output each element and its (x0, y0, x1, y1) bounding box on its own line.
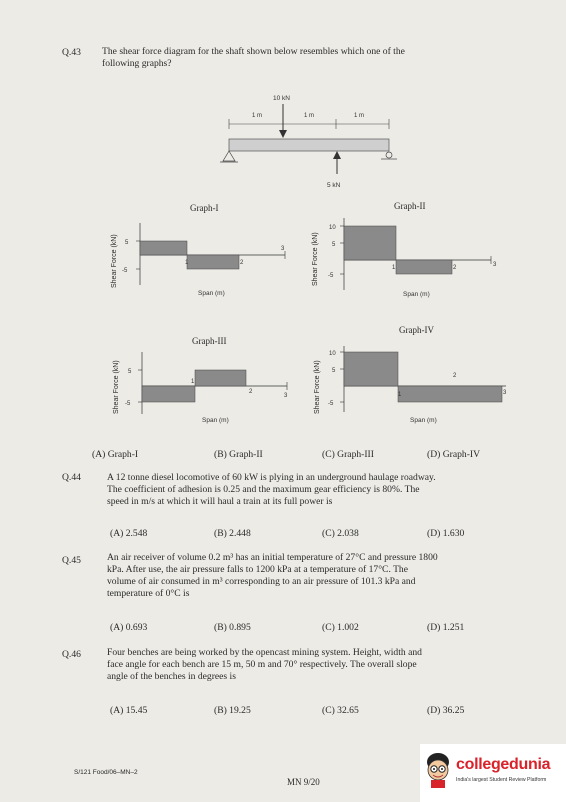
graph-4-plot (326, 342, 516, 432)
load-bottom-label: 5 kN (327, 182, 341, 189)
option-b[interactable]: (B) 0.895 (214, 622, 251, 633)
graph-3-plot (122, 348, 307, 428)
arrowhead (333, 151, 341, 159)
beam (229, 139, 389, 151)
graph-title: Graph-II (394, 201, 426, 211)
y-axis-label: Shear Force (kN) (111, 234, 118, 288)
y-tick-label: 5 (125, 240, 129, 246)
option-d[interactable]: (D) Graph-IV (427, 449, 481, 460)
question-text-line: kPa. After use, the air pressure falls to 1200 kPa at a temperature of 17°C. The (107, 564, 408, 575)
x-tick-label: 3 (281, 246, 285, 252)
x-axis-label: Span (m) (410, 417, 437, 424)
x-tick-label: 1 (185, 260, 189, 266)
x-tick-label: 2 (249, 389, 253, 395)
shear-bar-positive (344, 226, 396, 260)
option-a[interactable]: (A) 0.693 (110, 622, 148, 633)
shear-bar-positive (344, 352, 398, 386)
option-b[interactable]: (B) Graph-II (214, 449, 263, 460)
question-text-line: Four benches are being worked by the opencast mining system. Height, width and (107, 647, 422, 658)
x-tick-label: 2 (453, 373, 457, 379)
question-text-line: An air receiver of volume 0.2 m³ has an initial temperature of 27°C and pressure 1800 (107, 552, 438, 563)
shear-bar-positive (195, 370, 246, 386)
option-c[interactable]: (C) 1.002 (322, 622, 359, 633)
option-c[interactable]: (C) 32.65 (322, 705, 359, 716)
shear-bar-positive (140, 241, 187, 255)
roller-support (386, 152, 392, 158)
question-text-line: speed in m/s at which it will haul a train at its full power is (107, 496, 333, 507)
pin-support (223, 151, 235, 161)
x-tick-label: 2 (453, 265, 457, 271)
x-tick-label: 1 (392, 265, 396, 271)
question-number: Q.44 (62, 472, 81, 483)
logo-wordmark: collegedunia (456, 756, 551, 773)
logo-tagline: India's largest Student Review Platform (456, 777, 547, 783)
x-axis-label: Span (m) (202, 417, 229, 424)
x-tick-label: 3 (284, 393, 288, 399)
graph-title: Graph-I (190, 203, 219, 213)
shear-bar-negative (187, 255, 239, 269)
option-d[interactable]: (D) 1.630 (427, 528, 465, 539)
option-d[interactable]: (D) 36.25 (427, 705, 465, 716)
graph-2-plot (326, 212, 516, 302)
y-tick-label: -5 (125, 401, 131, 407)
x-tick-label: 1 (398, 392, 402, 398)
question-number: Q.43 (62, 47, 81, 58)
load-top-label: 10 kN (273, 95, 290, 102)
x-tick-label: 3 (493, 262, 497, 268)
question-text-line: volume of air consumed in m³ corresponding to an air pressure of 101.3 kPa and (107, 576, 416, 587)
y-tick-label: 5 (332, 368, 336, 374)
x-axis-label: Span (m) (198, 290, 225, 297)
y-axis-label: Shear Force (kN) (312, 232, 319, 286)
option-d[interactable]: (D) 1.251 (427, 622, 465, 633)
question-text-line: angle of the benches in degrees is (107, 671, 236, 682)
option-c[interactable]: (C) 2.038 (322, 528, 359, 539)
span-label: 1 m (252, 113, 263, 119)
x-tick-label: 2 (240, 260, 244, 266)
option-b[interactable]: (B) 2.448 (214, 528, 251, 539)
x-axis-label: Span (m) (403, 291, 430, 298)
question-text-line: temperature of 0°C is (107, 588, 190, 599)
question-number: Q.46 (62, 649, 81, 660)
y-axis-label: Shear Force (kN) (314, 360, 321, 414)
option-c[interactable]: (C) Graph-III (322, 449, 374, 460)
question-number: Q.45 (62, 555, 81, 566)
option-a[interactable]: (A) Graph-I (92, 449, 139, 460)
arrowhead (279, 130, 287, 138)
y-tick-label: -5 (328, 273, 334, 279)
x-tick-label: 1 (191, 379, 195, 385)
collegedunia-logo (420, 744, 566, 802)
question-text-line: A 12 tonne diesel locomotive of 60 kW is plying in an underground haulage roadway. (107, 472, 436, 483)
question-text-line: The shear force diagram for the shaft shown below resembles which one of the (102, 46, 405, 57)
option-a[interactable]: (A) 2.548 (110, 528, 148, 539)
question-text-line: The coefficient of adhesion is 0.25 and the maximum gear efficiency is 80%. The (107, 484, 420, 495)
footer-code: S/121 Food/06–MN–2 (74, 769, 138, 776)
graph-title: Graph-IV (399, 325, 434, 335)
beam-figure (215, 88, 415, 193)
shear-bar-negative (396, 260, 452, 274)
y-tick-label: 5 (332, 242, 336, 248)
option-a[interactable]: (A) 15.45 (110, 705, 148, 716)
y-axis-label: Shear Force (kN) (113, 360, 120, 414)
y-tick-label: 5 (128, 369, 132, 375)
shear-bar-negative (142, 386, 195, 402)
mascot-icon (422, 750, 454, 790)
shear-bar-negative (398, 386, 502, 402)
span-label: 1 m (304, 113, 315, 119)
y-tick-label: -5 (122, 268, 128, 274)
y-tick-label: 10 (329, 351, 336, 357)
question-text-line: following graphs? (102, 58, 172, 69)
x-tick-label: 3 (503, 390, 507, 396)
y-tick-label: -5 (328, 401, 334, 407)
y-tick-label: 10 (329, 225, 336, 231)
option-b[interactable]: (B) 19.25 (214, 705, 251, 716)
span-label: 1 m (354, 113, 365, 119)
graph-title: Graph-III (192, 336, 227, 346)
graph-1-plot (120, 215, 305, 300)
question-text-line: face angle for each bench are 15 m, 50 m and 70° respectively. The overall slope (107, 659, 417, 670)
page-number: MN 9/20 (287, 777, 320, 787)
